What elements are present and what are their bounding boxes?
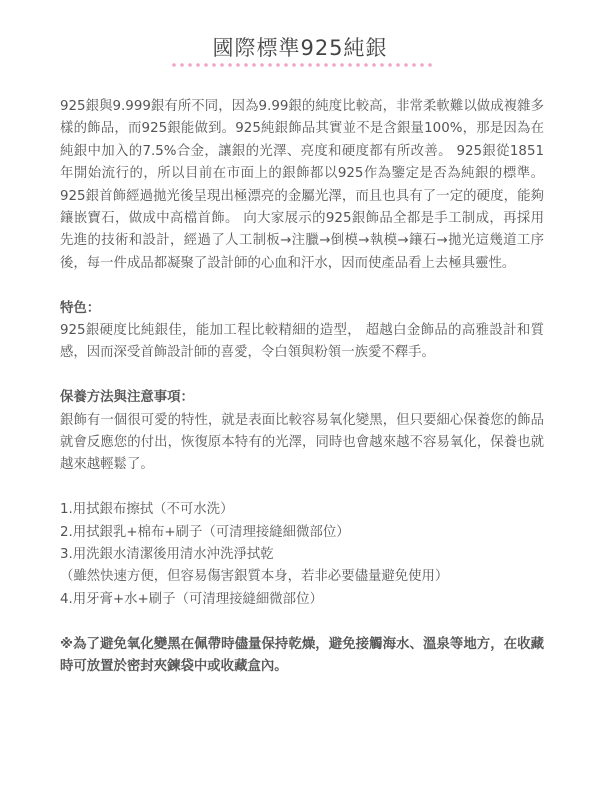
features-paragraph: 925銀硬度比純銀佳，能加工程比較精細的造型， 超越白金飾品的高雅設計和質感，因而深受首飾設計師的喜愛，令白領與粉領一族愛不釋手。 [60,323,544,361]
care-step: 1.用拭銀布擦拭（不可水洗） [60,502,234,518]
care-steps-list [60,499,544,611]
storage-note: ※為了避免氧化變黑在佩帶時儘量保持乾燥，避免接觸海水、溫泉等地方，在收藏時可放置於密封夾鍊袋中或收藏盒內。 [60,636,544,675]
care-paragraph: 銀飾有一個很可愛的特性，就是表面比較容易氧化變黑，但只要細心保養您的飾品就會反應您的付出，恢復原本特有的光澤，同時也會越來越不容易氧化，保養也就越來越輕鬆了。 [60,412,544,473]
care-heading: 保養方法與注意事項： [60,390,194,406]
care-step: 2.用拭銀乳+棉布+刷子（可清理接縫細微部位） [60,524,350,540]
features-heading: 特色： [60,300,101,316]
content-body [60,96,544,679]
page-title: 國際標準925純銀 [212,36,388,60]
care-step: 4.用牙膏+水+刷子（可清理接縫細微部位） [60,591,323,607]
intro-paragraph: 925銀與9.999銀有所不同，因為9.99銀的純度比較高，非常柔軟難以做成複雜多樣的飾品，而925銀能做到。925純銀飾品其實並不是含銀量100%，那是因為在純銀中加入的7.5%合金，讓銀的光澤、亮度和硬度都有所改善。 925銀從1851年開始流行的，所以目前在市面上的銀飾都以925作為鑒定是否為純銀的標準。925銀首飾經過拋光後呈現出極漂亮的金屬光澤，而且也具有了一定的硬度，能夠鑲嵌寶石，做成中高檔首飾。 向大家展示的925銀飾品全都是手工制成，再採用先進的技術和設計，經過了人工制板→注臘→倒模→執模→鑲石→拋光這幾道工序後，每一件成品都凝聚了設計師的心血和汗水，因而使產品看上去極具靈性。 [60,99,544,271]
dotted-divider [170,62,432,68]
care-step-note: （雖然快速方便，但容易傷害銀質本身，若非必要儘量避免使用） [60,569,449,585]
care-step: 3.用洗銀水清潔後用清水沖洗淨拭乾 [60,547,274,563]
